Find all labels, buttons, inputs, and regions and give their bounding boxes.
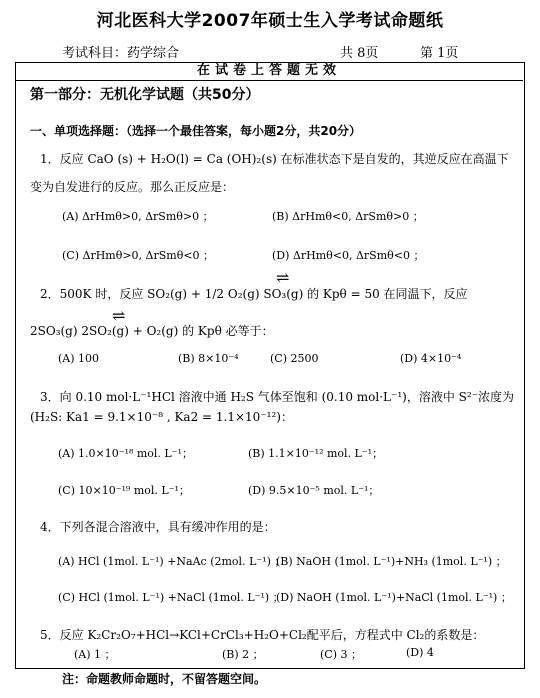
question-5-line-1: 5．反应 K₂Cr₂O₇+HCl→KCl+CrCl₃+H₂O+Cl₂配平后，方程式中 Cl₂的系数是：: [40, 628, 485, 642]
question-2-line-1: 2．500K 时，反应 SO₂(g) + 1/2 O₂(g) SO₃(g) 的 Kpθ = 50 在同温下，反应: [40, 287, 468, 301]
instructions: 一、单项选择题：（选择一个最佳答案，每小题2分，共20分）: [30, 124, 362, 138]
question-4-option-b: (B) NaOH (1mol. L⁻¹)+NH₃ (1mol. L⁻¹) ；: [276, 555, 507, 568]
question-5-option-a: (A) 1 ；: [74, 648, 116, 661]
question-4-option-c: (C) HCl (1mol. L⁻¹) +NaCl (1mol. L⁻¹) ；: [58, 591, 284, 604]
question-2-option-c: (C) 2500: [270, 352, 319, 365]
page-number: 第 1页: [420, 46, 459, 61]
question-1-line-1: 1．反应 CaO (s) + H₂O(l) = Ca (OH)₂(s) 在标准状态下是自发的，其逆反应在高温下: [40, 152, 509, 166]
question-4-line-1: 4．下列各混合溶液中，具有缓冲作用的是：: [40, 520, 276, 534]
footer-note: 注：命题教师命题时，不留答题空间。: [62, 672, 267, 686]
question-2-option-b: (B) 8×10⁻⁴: [178, 352, 239, 365]
question-1-option-d: (D) ΔrHmθ<0, ΔrSmθ<0 ；: [272, 249, 425, 262]
question-1-option-b: (B) ΔrHmθ<0, ΔrSmθ>0 ；: [272, 210, 424, 223]
total-pages: 共 8页: [340, 46, 379, 61]
question-1-option-a: (A) ΔrHmθ>0, ΔrSmθ>0 ；: [62, 210, 214, 223]
question-2-option-d: (D) 4×10⁻⁴: [400, 352, 462, 365]
question-1-line-2: 变为自发进行的反应。那么正反应是：: [30, 180, 235, 194]
question-5-option-c: (C) 3 ；: [320, 648, 362, 661]
section-title: 第一部分：无机化学试题（共50分）: [30, 87, 260, 103]
question-3-option-d: (D) 9.5×10⁻⁵ mol. L⁻¹；: [248, 484, 380, 497]
question-5-option-b: (B) 2 ；: [222, 648, 264, 661]
question-3-option-a: (A) 1.0×10⁻¹⁸ mol. L⁻¹；: [58, 447, 193, 460]
question-3-line-1: 3．向 0.10 mol·L⁻¹HCl 溶液中通 H₂S 气体至饱和 (0.10 mol·L⁻¹)，溶液中 S²⁻浓度为: [40, 390, 515, 404]
question-2-option-a: (A) 100: [58, 352, 100, 365]
question-3-option-b: (B) 1.1×10⁻¹² mol. L⁻¹；: [248, 447, 384, 460]
question-4-option-a: (A) HCl (1mol. L⁻¹) +NaAc (2mol. L⁻¹) ；: [58, 555, 286, 568]
exam-title: 河北医科大学2007年硕士生入学考试命题纸: [96, 11, 444, 31]
no-answer-banner: 在试卷上答题无效: [15, 62, 523, 81]
equilibrium-arrow-icon: ⇌: [276, 268, 290, 287]
question-2-line-2: 2SO₃(g) 2SO₂(g) + O₂(g) 的 Kpθ 必等于：: [30, 324, 274, 338]
question-1-option-c: (C) ΔrHmθ>0, ΔrSmθ<0 ；: [62, 249, 215, 262]
exam-subject: 考试科目：药学综合: [62, 46, 180, 61]
question-5-option-d: (D) 4: [406, 646, 434, 659]
equilibrium-arrow-icon: ⇌: [112, 306, 126, 325]
question-3-option-c: (C) 10×10⁻¹⁹ mol. L⁻¹；: [58, 484, 190, 497]
question-4-option-d: (D) NaOH (1mol. L⁻¹)+NaCl (1mol. L⁻¹) ；: [276, 591, 512, 604]
question-3-line-2: (H₂S: Ka1 = 9.1×10⁻⁸ , Ka2 = 1.1×10⁻¹²)：: [30, 410, 293, 424]
